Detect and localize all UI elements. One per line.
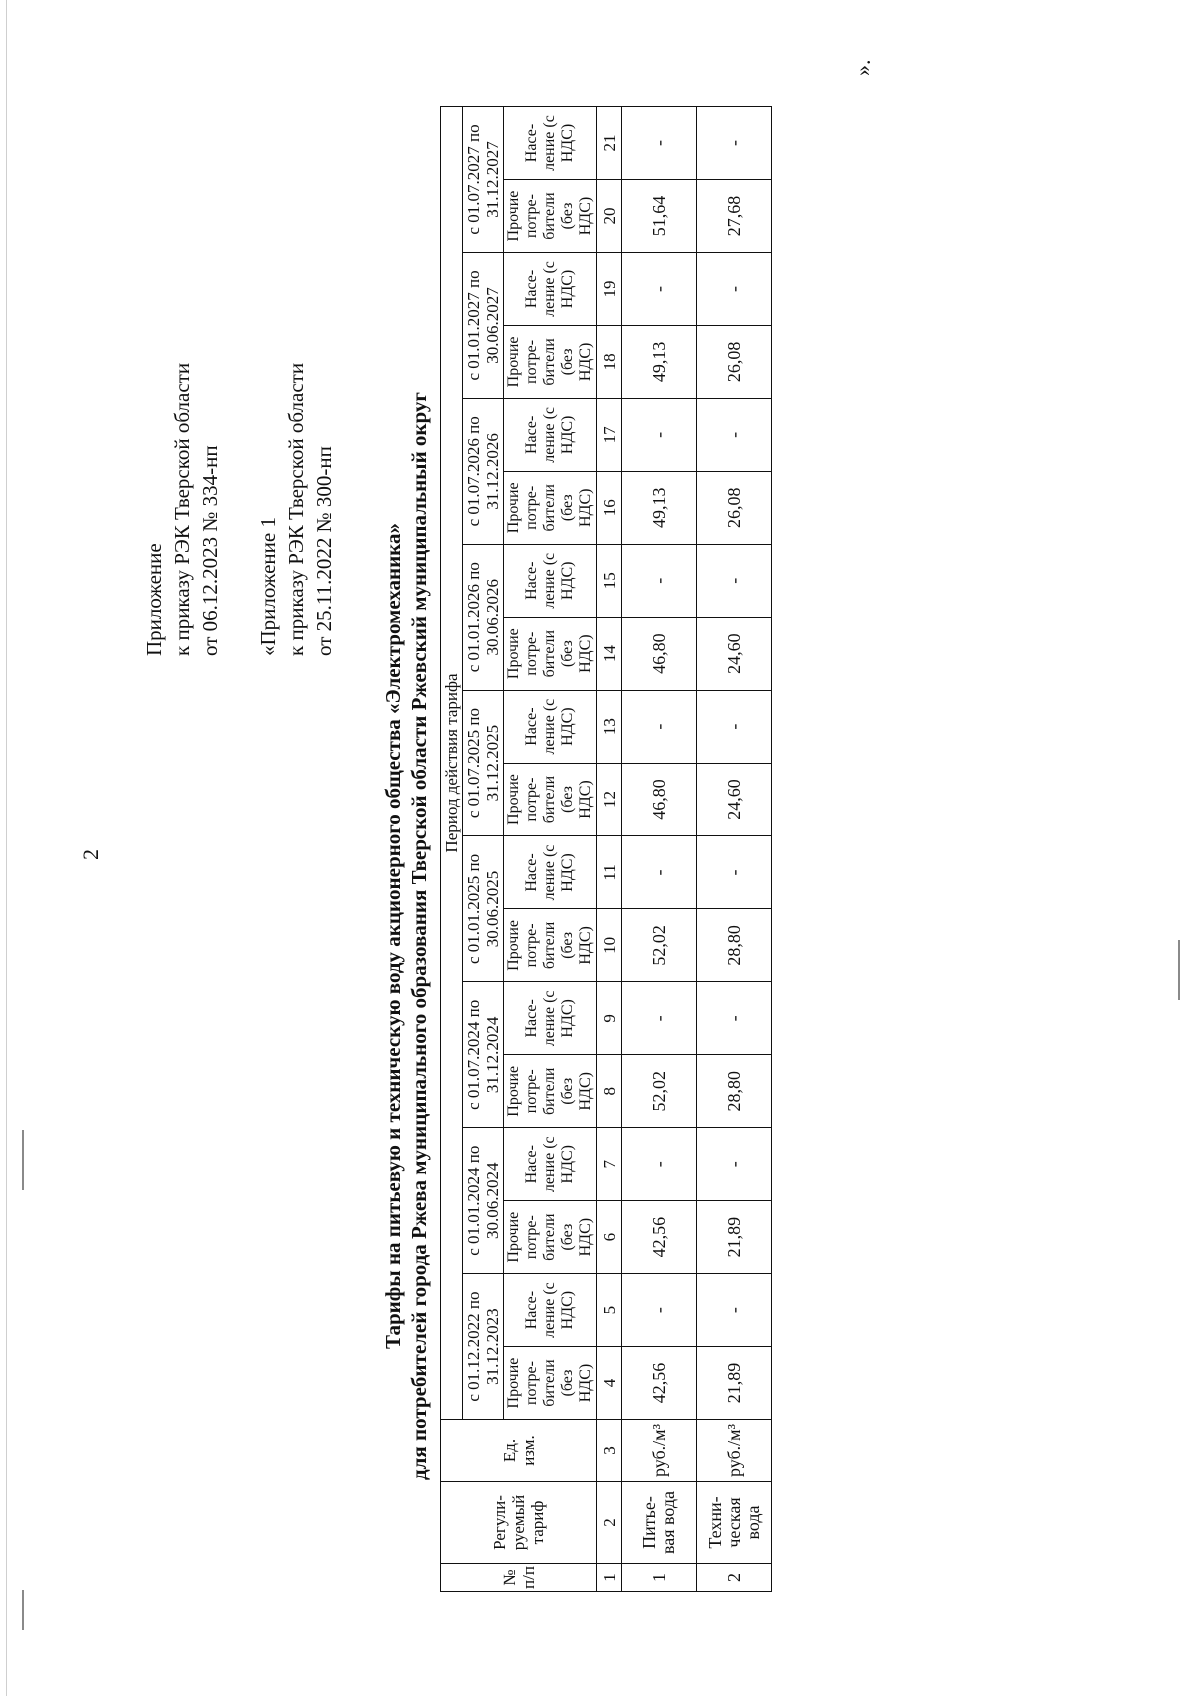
closing-quote: ». <box>850 59 875 76</box>
tariff-value: - <box>622 690 697 763</box>
row-unit: руб./м³ <box>697 1420 772 1482</box>
tariff-value: - <box>622 1274 697 1347</box>
column-number: 10 <box>597 909 622 982</box>
tariff-value: - <box>697 982 772 1055</box>
header-other-consumers: Прочие потре-бители (без НДС) <box>504 325 597 398</box>
header-other-consumers: Прочие потре-бители (без НДС) <box>504 617 597 690</box>
column-number: 13 <box>597 690 622 763</box>
tariff-table <box>440 106 772 1592</box>
appendix-line: от 25.11.2022 № 300-нп <box>312 446 336 656</box>
row-number: 2 <box>697 1564 772 1592</box>
column-number: 9 <box>597 982 622 1055</box>
header-population: Насе-ление (с НДС) <box>504 690 597 763</box>
table-row <box>697 107 772 1592</box>
header-unit: Ед. изм. <box>441 1420 597 1482</box>
row-tariff-name: Питье-вая вода <box>622 1482 697 1564</box>
tariff-value: 46,80 <box>622 617 697 690</box>
tariff-value: 21,89 <box>697 1347 772 1420</box>
header-period-range: с 01.01.2026 по 30.06.2026 <box>463 544 504 690</box>
tariff-value: 26,08 <box>697 471 772 544</box>
column-number: 4 <box>597 1347 622 1420</box>
column-number: 8 <box>597 1055 622 1128</box>
document-title-line-1: Тарифы на питьевую и техническую воду акционерного общества «Электромеханика» <box>381 523 405 1349</box>
appendix-line: к приказу РЭК Тверской области <box>284 362 308 656</box>
header-other-consumers: Прочие потре-бители (без НДС) <box>504 1347 597 1420</box>
tariff-value: - <box>697 1128 772 1201</box>
header-row <box>441 107 463 1592</box>
header-population: Насе-ление (с НДС) <box>504 1274 597 1347</box>
tariff-value: - <box>697 690 772 763</box>
tariff-value: 24,60 <box>697 763 772 836</box>
header-period-range: с 01.07.2024 по 31.12.2024 <box>463 982 504 1128</box>
header-other-consumers: Прочие потре-бители (без НДС) <box>504 471 597 544</box>
tariff-value: 42,56 <box>622 1347 697 1420</box>
appendix-header-current <box>140 96 224 656</box>
tariff-value: 52,02 <box>622 909 697 982</box>
appendix-line: Приложение <box>142 543 166 656</box>
tariff-value: - <box>622 1128 697 1201</box>
tariff-value: 28,80 <box>697 1055 772 1128</box>
column-number: 18 <box>597 325 622 398</box>
tariff-value: 21,89 <box>697 1201 772 1274</box>
tariff-value: - <box>622 544 697 617</box>
header-tariff: Регули-руемый тариф <box>441 1482 597 1564</box>
header-other-consumers: Прочие потре-бители (без НДС) <box>504 180 597 253</box>
column-number: 12 <box>597 763 622 836</box>
row-unit: руб./м³ <box>622 1420 697 1482</box>
tariff-value: - <box>622 982 697 1055</box>
tariff-value: 46,80 <box>622 763 697 836</box>
table-row <box>622 107 697 1592</box>
column-number-row <box>597 107 622 1592</box>
column-number: 6 <box>597 1201 622 1274</box>
document-title-line-2: для потребителей города Ржева муниципального образования Тверской области Ржевский муниципальный округ <box>407 392 431 1480</box>
header-population: Насе-ление (с НДС) <box>504 253 597 326</box>
header-population: Насе-ление (с НДС) <box>504 398 597 471</box>
header-other-consumers: Прочие потре-бители (без НДС) <box>504 1055 597 1128</box>
header-population: Насе-ление (с НДС) <box>504 836 597 909</box>
header-period-range: с 01.01.2025 по 30.06.2025 <box>463 836 504 982</box>
tariff-value: - <box>697 544 772 617</box>
appendix-line: к приказу РЭК Тверской области <box>170 362 194 656</box>
appendix-header-original <box>254 96 338 656</box>
header-other-consumers: Прочие потре-бители (без НДС) <box>504 909 597 982</box>
header-period-range: с 01.07.2026 по 31.12.2026 <box>463 398 504 544</box>
column-number: 2 <box>597 1482 622 1564</box>
tariff-value: - <box>622 107 697 180</box>
header-row <box>504 107 597 1592</box>
header-population: Насе-ление (с НДС) <box>504 107 597 180</box>
row-number: 1 <box>622 1564 697 1592</box>
header-population: Насе-ление (с НДС) <box>504 982 597 1055</box>
column-number: 3 <box>597 1420 622 1482</box>
column-number: 1 <box>597 1564 622 1592</box>
header-other-consumers: Прочие потре-бители (без НДС) <box>504 1201 597 1274</box>
appendix-line: «Приложение 1 <box>256 517 280 656</box>
tariff-value: - <box>697 253 772 326</box>
column-number: 17 <box>597 398 622 471</box>
tariff-value: 28,80 <box>697 909 772 982</box>
tariff-value: 51,64 <box>622 180 697 253</box>
column-number: 20 <box>597 180 622 253</box>
tariff-value: - <box>697 398 772 471</box>
tariff-value: 52,02 <box>622 1055 697 1128</box>
tariff-value: - <box>697 1274 772 1347</box>
column-number: 19 <box>597 253 622 326</box>
column-number: 5 <box>597 1274 622 1347</box>
header-population: Насе-ление (с НДС) <box>504 544 597 617</box>
column-number: 7 <box>597 1128 622 1201</box>
column-number: 14 <box>597 617 622 690</box>
tariff-value: 42,56 <box>622 1201 697 1274</box>
tariff-value: - <box>622 398 697 471</box>
tariff-value: 27,68 <box>697 180 772 253</box>
header-number: № п/п <box>441 1564 597 1592</box>
header-period-range: с 01.01.2027 по 30.06.2027 <box>463 253 504 399</box>
tariff-value: 24,60 <box>697 617 772 690</box>
tariff-value: - <box>697 836 772 909</box>
column-number: 15 <box>597 544 622 617</box>
column-number: 16 <box>597 471 622 544</box>
row-tariff-name: Техни-ческая вода <box>697 1482 772 1564</box>
page-number: 2 <box>78 849 103 860</box>
tariff-value: - <box>622 253 697 326</box>
header-row <box>463 107 504 1592</box>
header-other-consumers: Прочие потре-бители (без НДС) <box>504 763 597 836</box>
header-period-range: с 01.07.2027 по 31.12.2027 <box>463 107 504 253</box>
tariff-value: 49,13 <box>622 471 697 544</box>
tariff-value: - <box>697 107 772 180</box>
header-population: Насе-ление (с НДС) <box>504 1128 597 1201</box>
header-period: Период действия тарифа <box>441 107 463 1420</box>
column-number: 21 <box>597 107 622 180</box>
tariff-value: - <box>622 836 697 909</box>
header-period-range: с 01.01.2024 по 30.06.2024 <box>463 1128 504 1274</box>
appendix-line: от 06.12.2023 № 334-нп <box>198 445 222 656</box>
tariff-value: 49,13 <box>622 325 697 398</box>
header-period-range: с 01.12.2022 по 31.12.2023 <box>463 1274 504 1420</box>
header-period-range: с 01.07.2025 по 31.12.2025 <box>463 690 504 836</box>
column-number: 11 <box>597 836 622 909</box>
tariff-value: 26,08 <box>697 325 772 398</box>
